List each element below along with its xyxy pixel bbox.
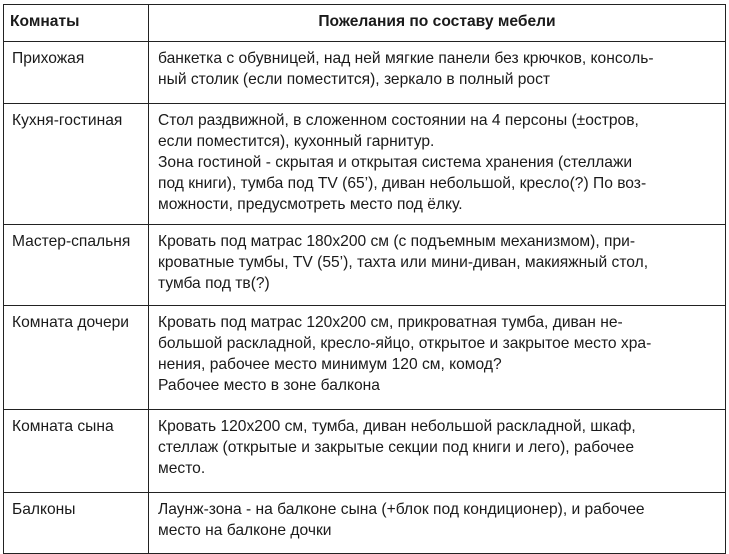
wish-line: место на балконе дочки (158, 522, 332, 539)
wish-line: тумба под тв(?) (158, 275, 270, 292)
room-wishes (149, 493, 726, 554)
wish-line: нения, рабочее место минимум 120 см, комод? (158, 356, 502, 373)
table-row (4, 225, 726, 306)
room-wishes (149, 104, 726, 225)
wish-line: Лаунж-зона - на балконе сына (+блок под кондиционер), и рабочее (158, 501, 645, 518)
wish-line: Рабочее место в зоне балкона (158, 377, 380, 394)
table-row (4, 104, 726, 225)
room-name: Мастер-спальня (4, 225, 149, 306)
wish-line: под книги), тумба под TV (65’), диван небольшой, кресло(?) По воз- (158, 175, 647, 192)
header-row (4, 5, 726, 42)
wish-line: ный столик (если поместится), зеркало в полный рост (158, 71, 551, 88)
room-wishes (149, 410, 726, 493)
wish-line: банкетка с обувницей, над ней мягкие панели без крючков, консоль- (158, 50, 654, 67)
wish-line: Стол раздвижной, в сложенном состоянии на 4 персоны (±остров, (158, 112, 639, 129)
wish-line: можности, предусмотреть место под ёлку. (158, 196, 463, 213)
table-row (4, 42, 726, 104)
header-wishes: Пожелания по составу мебели (149, 5, 726, 42)
wish-line: Кровать 120x200 см, тумба, диван небольшой раскладной, шкаф, (158, 418, 636, 435)
table-row (4, 306, 726, 410)
furniture-requirements-table (3, 4, 726, 554)
table-row (4, 493, 726, 554)
wish-line: стеллаж (открытые и закрытые секции под книги и лего), рабочее (158, 439, 635, 456)
room-name: Прихожая (4, 42, 149, 104)
room-name: Кухня-гостиная (4, 104, 149, 225)
table-row (4, 410, 726, 493)
wish-line: если поместится), кухонный гарнитур. (158, 133, 435, 150)
room-name: Комната дочери (4, 306, 149, 410)
wish-line: Кровать под матрас 180x200 см (с подъемным механизмом), при- (158, 233, 636, 250)
room-name: Комната сына (4, 410, 149, 493)
wish-line: Кровать под матрас 120x200 см, прикроватная тумба, диван не- (158, 314, 623, 331)
room-name: Балконы (4, 493, 149, 554)
wish-line: Зона гостиной - скрытая и открытая система хранения (стеллажи (158, 154, 633, 171)
wish-line: кроватные тумбы, TV (55’), тахта или мини-диван, макияжный стол, (158, 254, 649, 271)
header-rooms: Комнаты (4, 5, 149, 42)
wish-line: место. (158, 460, 206, 477)
room-wishes (149, 306, 726, 410)
room-wishes (149, 225, 726, 306)
room-wishes (149, 42, 726, 104)
wish-line: большой раскладной, кресло-яйцо, открытое и закрытое место хра- (158, 335, 652, 352)
